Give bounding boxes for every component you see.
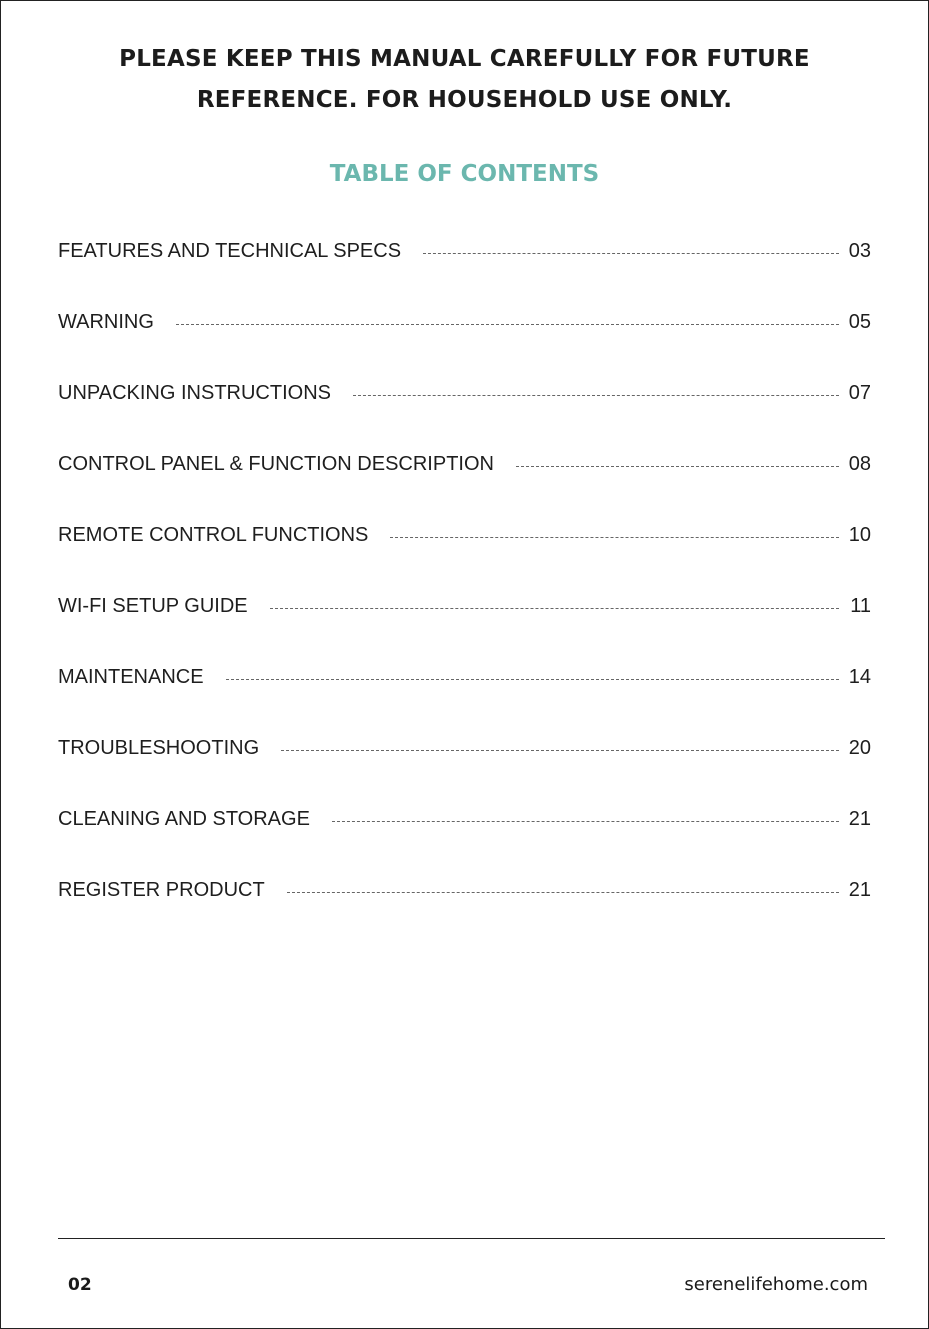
toc-entry[interactable] <box>58 731 871 767</box>
footer-divider <box>58 1238 885 1239</box>
notice-line-2: REFERENCE. FOR HOUSEHOLD USE ONLY. <box>196 87 733 113</box>
toc-entry-page: 20 <box>848 737 871 760</box>
toc-entry-page: 11 <box>850 594 871 617</box>
toc-dot-leader <box>516 466 839 467</box>
toc-entry-page: 10 <box>848 523 871 546</box>
toc-entry-label: CLEANING AND STORAGE <box>58 808 310 831</box>
toc-dot-leader <box>332 821 839 822</box>
toc-dot-leader <box>423 253 839 254</box>
toc-entry[interactable] <box>58 304 871 340</box>
toc-entry-label: WARNING <box>58 310 154 333</box>
toc-entry-label: MAINTENANCE <box>58 666 204 689</box>
toc-dot-leader <box>281 750 839 751</box>
toc-entry-label: TROUBLESHOOTING <box>58 737 260 760</box>
toc-entry[interactable] <box>58 873 871 909</box>
toc-entry[interactable] <box>58 446 871 482</box>
toc-dot-leader <box>390 537 839 538</box>
website-link[interactable]: serenelifehome.com <box>684 1274 868 1295</box>
toc-entry-page: 21 <box>848 808 871 831</box>
toc-dot-leader <box>270 608 839 609</box>
toc-dot-leader <box>226 679 839 680</box>
toc-entry-label: FEATURES AND TECHNICAL SPECS <box>58 239 402 262</box>
toc-entry-page: 05 <box>848 310 871 333</box>
toc-dot-leader <box>176 324 839 325</box>
notice-line-1: PLEASE KEEP THIS MANUAL CAREFULLY FOR FUTURE <box>119 46 810 72</box>
toc-entry-page: 03 <box>848 239 871 262</box>
toc-list <box>58 233 871 944</box>
toc-entry[interactable] <box>58 588 871 624</box>
toc-entry-page: 07 <box>848 381 871 404</box>
toc-entry[interactable] <box>58 660 871 696</box>
toc-entry-page: 14 <box>848 666 871 689</box>
toc-entry[interactable] <box>58 802 871 838</box>
toc-entry[interactable] <box>58 233 871 269</box>
toc-entry[interactable] <box>58 517 871 553</box>
page-number: 02 <box>68 1275 92 1295</box>
toc-dot-leader <box>353 395 839 396</box>
toc-entry[interactable] <box>58 375 871 411</box>
toc-entry-label: CONTROL PANEL & FUNCTION DESCRIPTION <box>58 452 494 475</box>
toc-entry-label: WI-FI SETUP GUIDE <box>58 594 248 617</box>
toc-entry-label: REMOTE CONTROL FUNCTIONS <box>58 523 369 546</box>
usage-notice <box>1 39 928 121</box>
toc-entry-label: UNPACKING INSTRUCTIONS <box>58 381 331 404</box>
toc-entry-label: REGISTER PRODUCT <box>58 879 265 902</box>
toc-entry-page: 21 <box>848 879 871 902</box>
toc-dot-leader <box>287 892 839 893</box>
toc-entry-page: 08 <box>848 452 871 475</box>
toc-title: TABLE OF CONTENTS <box>329 161 600 187</box>
